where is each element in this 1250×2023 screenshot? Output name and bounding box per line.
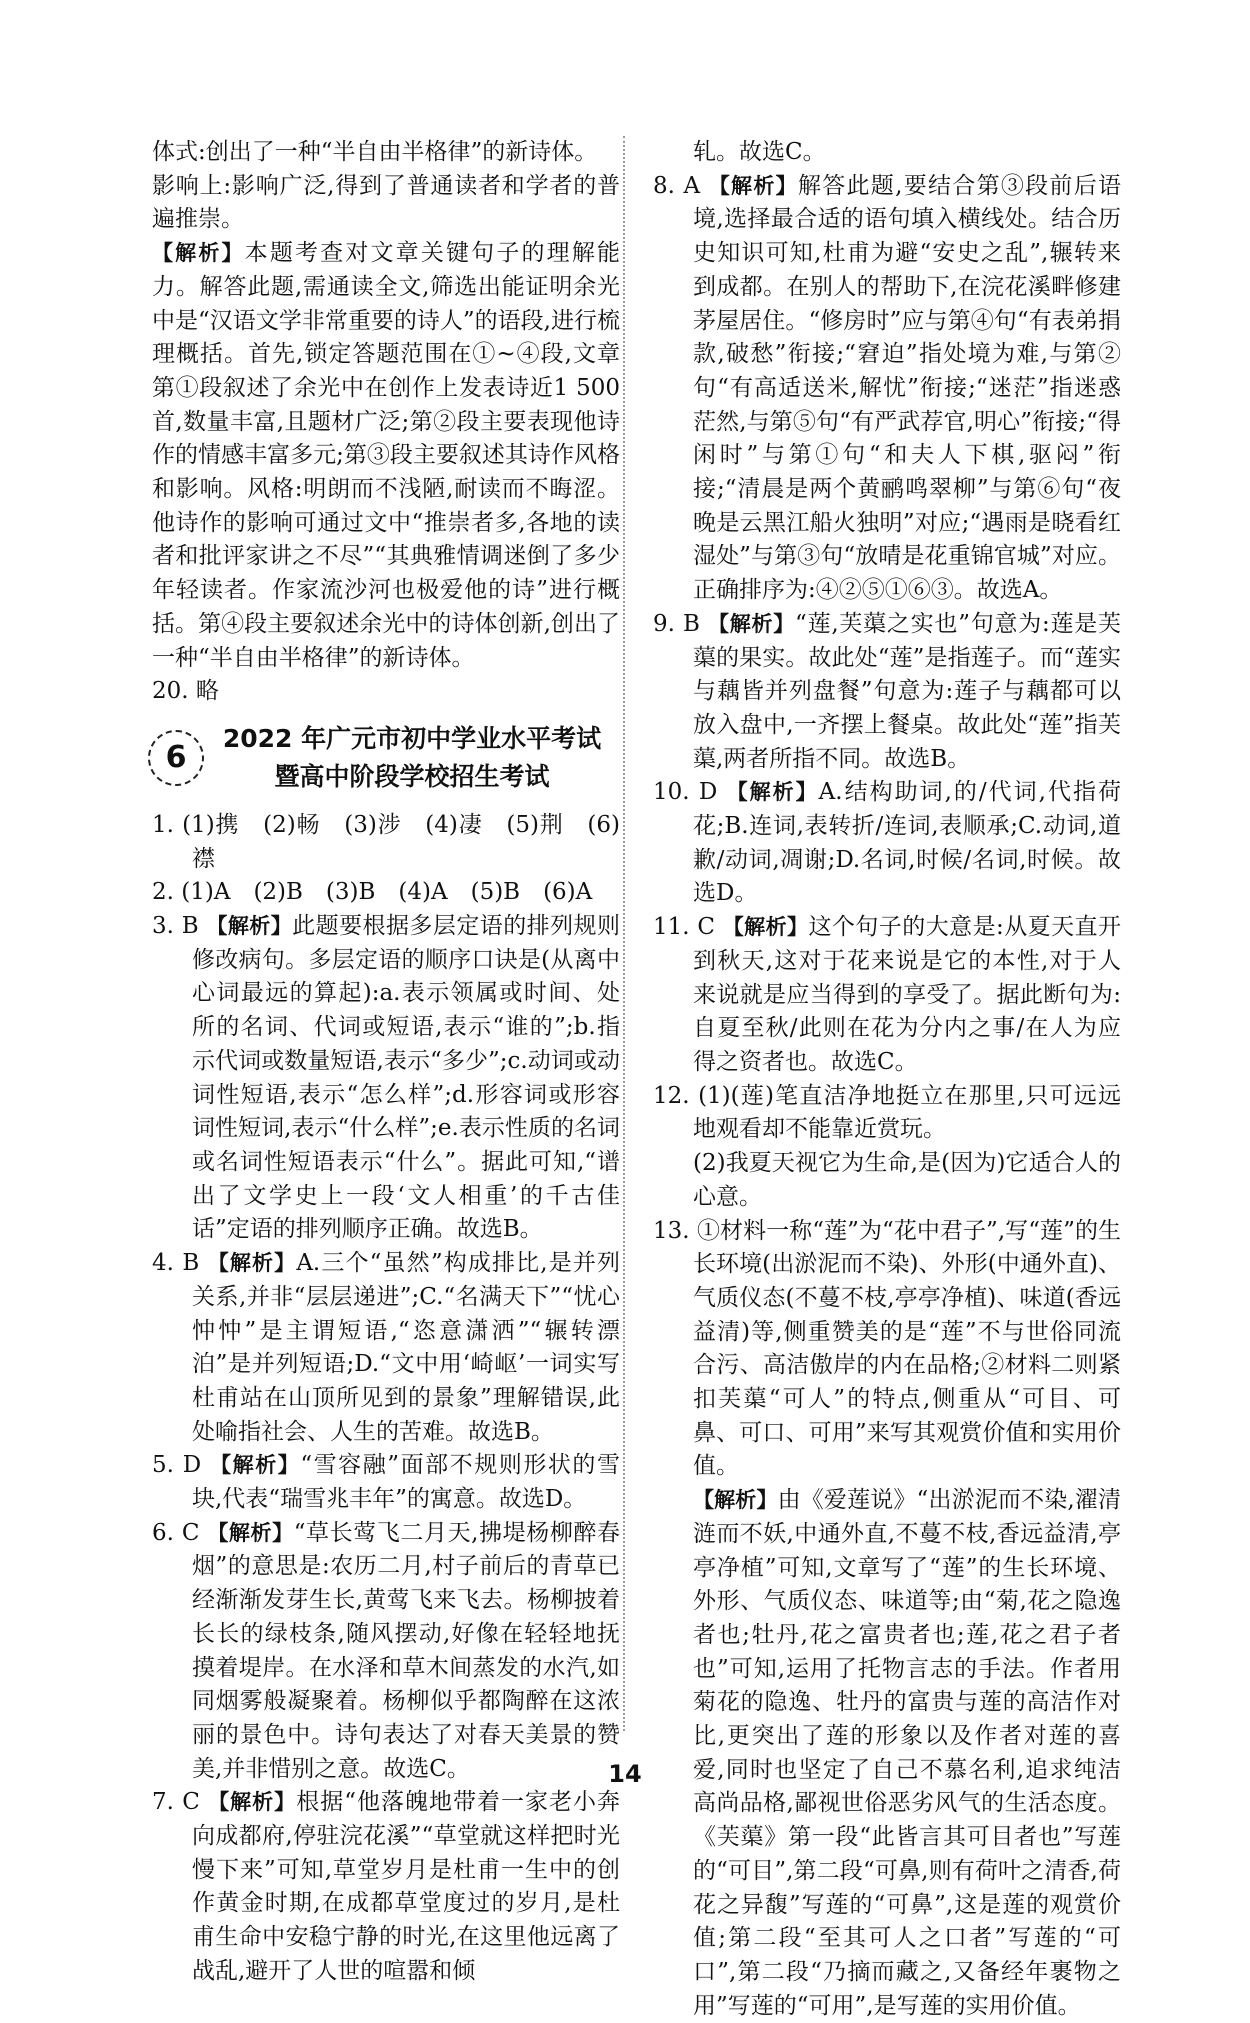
analysis-tag: 【解析】 — [210, 1453, 301, 1478]
question-9 — [653, 608, 1121, 777]
question-11 — [653, 911, 1121, 1080]
question-1: 1. (1)携 (2)畅 (3)涉 (4)凄 (5)荆 (6)襟 — [152, 811, 620, 872]
analysis-tag: 【解析】 — [208, 1790, 297, 1815]
question-6 — [152, 1517, 620, 1787]
question-10 — [653, 776, 1121, 911]
question-3 — [152, 910, 620, 1247]
analysis-text: 根据“他落魄地带着一家老小奔向成都府,停驻浣花溪”“草堂就这样把时光慢下来”可知,草堂岁月是杜甫一生中的创作黄金时期,在成都草堂度过的岁月,是杜甫生命中安稳宁静的时光,在这里他远离了战乱,避开了人世的喧嚣和倾 — [192, 1789, 620, 1984]
question-12-part-2: (2)我夏天视它为生命,是(因为)它适合人的心意。 — [693, 1150, 1121, 1210]
answer-line: 体式:创出了一种“半自由半格律”的新诗体。 — [152, 139, 598, 165]
question-7-continued: 轧。故选C。 — [693, 139, 826, 165]
question-number: 9. B — [653, 610, 708, 637]
analysis-tag: 【解析】 — [726, 780, 819, 805]
question-7 — [152, 1786, 620, 1988]
analysis-text: “雪容融”面部不规则形状的雪块,代表“瑞雪兆丰年”的寓意。故选D。 — [192, 1452, 620, 1513]
section-title — [204, 720, 620, 796]
analysis-tag: 【解析】 — [708, 611, 796, 636]
analysis-tag: 【解析】 — [722, 915, 809, 940]
section-header — [148, 715, 620, 801]
analysis-tag: 【解析】 — [152, 241, 245, 266]
analysis-text: 解答此题,要结合第③段前后语境,选择最合适的语句填入横线处。结合历史知识可知,杜甫为避“安史之乱”,辗转来到成都。在别人的帮助下,在浣花溪畔修建茅屋居住。“修房时”应与第④句“有表弟捐款,破愁”衔接;“窘迫”指处境为难,与第②句“有高适送米,解忧”衔接;“迷茫”指迷惑茫然,与第⑤句“有严武荐官,明心”衔接;“得闲时”与第①句“和夫人下棋,驱闷”衔接;“清晨是两个黄鹂鸣翠柳”与第⑥句“夜晚是云黑江船火独明”对应;“遇雨是晓看红湿处”与第③句“放晴是花重锦官城”对应。正确排序为:④②⑤①⑥③。故选A。 — [693, 172, 1122, 604]
question-12-part-1: 12. (1)(莲)笔直洁净地挺立在那里,只可远远地观看却不能靠近赏玩。 — [653, 1082, 1121, 1143]
column-divider — [623, 136, 625, 1731]
question-number: 6. C — [152, 1519, 208, 1546]
question-5 — [152, 1449, 620, 1516]
question-20: 20. 略 — [152, 678, 219, 705]
question-4 — [152, 1247, 620, 1449]
question-2: 2. (1)A (2)B (3)B (4)A (5)B (6)A — [152, 879, 593, 906]
question-number: 8. A — [653, 172, 709, 199]
analysis-text: “草长莺飞二月天,拂堤杨柳醉春烟”的意思是:农历二月,村子前后的青草已经渐渐发芽生长,黄莺飞来飞去。杨柳披着长长的绿枝条,随风摆动,好像在轻轻地抚摸着堤岸。在水泽和草木间蒸发的水汽,如同烟雾般凝聚着。杨柳似乎都陶醉在这浓丽的景色中。诗句表达了对春天美景的赞美,并非惜别之意。故选C。 — [192, 1519, 620, 1782]
section-title-line-2: 暨高中阶段学校招生考试 — [274, 761, 550, 791]
right-column — [653, 136, 1121, 2023]
answer-line: 影响上:影响广泛,得到了普通读者和学者的普遍推崇。 — [152, 172, 620, 233]
question-number: 4. B — [152, 1250, 208, 1277]
analysis-tag: 【解析】 — [206, 914, 293, 939]
analysis-tag: 【解析】 — [207, 1520, 294, 1545]
question-number: 10. D — [653, 779, 727, 806]
analysis-tag: 【解析】 — [693, 1488, 778, 1513]
question-8 — [653, 170, 1121, 608]
question-number: 7. C — [152, 1789, 209, 1816]
analysis-tag: 【解析】 — [708, 173, 798, 198]
question-number: 11. C — [653, 914, 723, 941]
page-number: 14 — [608, 1760, 642, 1788]
analysis-text: 这个句子的大意是:从夏天直开到秋天,这对于花来说是它的本性,对于人来说就是应当得到的享受了。据此断句为:自夏至秋/此则在花为分内之事/在人为应得之资者也。故选C。 — [693, 914, 1121, 1075]
question-13-analysis — [653, 1484, 1121, 2023]
question-number: 5. D — [152, 1452, 211, 1479]
question-number: 3. B — [152, 913, 207, 940]
section-number-badge: 6 — [148, 730, 204, 786]
analysis-text: A.三个“虽然”构成排比,是并列关系,并非“层层递进”;C.“名满天下”“忧心忡忡”是主谓短语,“恣意潇洒”“辗转漂泊”是并列短语;D.“文中用‘崎岖’一词实写杜甫站在山顶所见到的景象”理解错误,此处喻指社会、人生的苦难。故选B。 — [192, 1250, 621, 1445]
question-13-answer: 13. ①材料一称“莲”为“花中君子”,写“莲”的生长环境(出淤泥而不染)、外形(中通外直)、气质仪态(不蔓不枝,亭亭净植)、味道(香远益清)等,侧重赞美的是“莲”不与世俗同流合污、高洁傲岸的内在品格;②材料二则紧扣芙蕖“可人”的特点,侧重从“可目、可鼻、可口、可用”来写其观赏价值和实用价值。 — [653, 1217, 1121, 1480]
analysis-text: 由《爱莲说》“出淤泥而不染,濯清涟而不妖,中通外直,不蔓不枝,香远益清,亭亭净植”可知,文章写了“莲”的生长环境、外形、气质仪态、味道等;由“菊,花之隐逸者也;牡丹,花之富贵者也;莲,花之君子者也”可知,运用了托物言志的手法。作者用菊花的隐逸、牡丹的富贵与莲的高洁作对比,更突出了莲的形象以及作者对莲的喜爱,同时也坚定了自己不慕名利,追求纯洁高尚品格,鄙视世俗恶劣风气的生活态度。《芙蕖》第一段“此皆言其可目者也”写莲的“可目”,第二段“可鼻,则有荷叶之清香,荷花之异馥”写莲的“可鼻”,这是莲的观赏价值;第二段“至其可人之口者”写莲的“可口”,第二段“乃摘而藏之,又备经年裹物之用”写莲的“可用”,是写莲的实用价值。 — [693, 1487, 1122, 2019]
analysis-text: A.结构助词,的/代词,代指荷花;B.连词,表转折/连词,表顺承;C.动词,道歉/动词,凋谢;D.名词,时候/名词,时候。故选D。 — [693, 779, 1122, 907]
analysis-text: 此题要根据多层定语的排列规则修改病句。多层定语的顺序口诀是(从离中心词最远的算起):a.表示领属或时间、处所的名词、代词或短语,表示“谁的”;b.指示代词或数量短语,表示“多少”;c.动词或动词性短语,表示“怎么样”;d.形容词或形容词性短词,表示“什么样”;e.表示性质的名词或名词性短语表示“什么”。据此可知,“谱出了文学史上一段‘文人相重’的千古佳话”定语的排列顺序正确。故选B。 — [192, 913, 621, 1243]
analysis-19 — [152, 237, 620, 675]
section-title-line-1: 2022 年广元市初中学业水平考试 — [222, 723, 602, 753]
analysis-text: 本题考查对文章关键句子的理解能力。解答此题,需通读全文,筛选出能证明余光中是“汉语文学非常重要的诗人”的语段,进行梳理概括。首先,锁定答题范围在①~④段,文章第①段叙述了余光中在创作上发表诗近1 500首,数量丰富,且题材广泛;第②段主要表现他诗作的情感丰富多元;第③段主要叙述其诗作风格和影响。风格:明朗而不浅陋,耐读而不晦涩。他诗作的影响可通过文中“推崇者多,各地的读者和批评家讲之不尽”“其典雅情调迷倒了多少年轻读者。作家流沙河也极爱他的诗”进行概括。第④段主要叙述余光中的诗体创新,创出了一种“半自由半格律”的新诗体。 — [152, 240, 621, 671]
analysis-text: “莲,芙蕖之实也”句意为:莲是芙蕖的果实。故此处“莲”是指莲子。而“莲实与藕皆并列盘餐”句意为:莲子与藕都可以放入盘中,一齐摆上餐桌。故此处“莲”指芙蕖,两者所指不同。故选B。 — [693, 610, 1122, 772]
left-column — [152, 136, 620, 1989]
analysis-tag: 【解析】 — [207, 1251, 297, 1276]
